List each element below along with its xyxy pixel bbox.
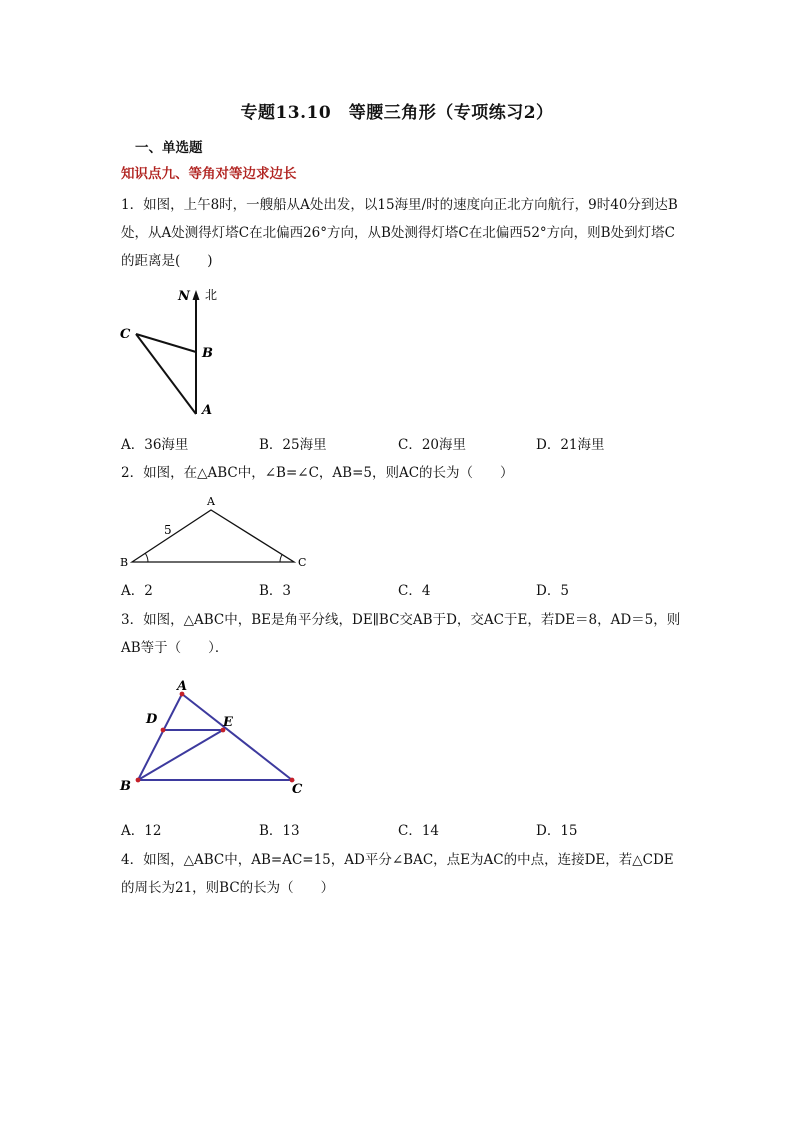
question-3-figure bbox=[114, 676, 314, 800]
option-b[interactable]: B．25海里 bbox=[259, 437, 327, 453]
question-3-options bbox=[121, 819, 681, 839]
option-b[interactable]: B．13 bbox=[259, 823, 300, 839]
angle-b-mark bbox=[146, 554, 149, 562]
question-1-options bbox=[121, 433, 681, 453]
option-d[interactable]: D．15 bbox=[536, 823, 578, 839]
label-a: A bbox=[207, 495, 215, 508]
question-3-text: 3．如图，△ABC中，BE是角平分线，DE∥BC交AB于D，交AC于E，若DE＝8，AD＝5，则AB等于（ ）． bbox=[121, 612, 681, 656]
label-c: C bbox=[292, 782, 303, 797]
option-a[interactable]: A．12 bbox=[121, 823, 162, 839]
page-title: 专题13.10 等腰三角形（专项练习2） bbox=[240, 103, 554, 123]
label-north: 北 bbox=[205, 288, 218, 302]
north-arrow-icon bbox=[193, 290, 200, 300]
segment-ac bbox=[136, 334, 196, 414]
option-c[interactable]: C．4 bbox=[398, 583, 431, 599]
label-d: D bbox=[146, 712, 158, 727]
option-a[interactable]: A．36海里 bbox=[121, 437, 189, 453]
triangle-abc bbox=[132, 510, 294, 562]
angle-c-mark bbox=[280, 555, 282, 562]
label-b: B bbox=[202, 346, 213, 361]
option-a[interactable]: A．2 bbox=[121, 583, 153, 599]
label-a: A bbox=[202, 403, 213, 418]
point-b bbox=[136, 778, 141, 783]
option-d[interactable]: D．21海里 bbox=[536, 437, 605, 453]
label-e: E bbox=[223, 715, 233, 730]
option-c[interactable]: C．14 bbox=[398, 823, 440, 839]
question-2-figure bbox=[114, 490, 314, 572]
label-c: C bbox=[120, 327, 131, 342]
option-c[interactable]: C．20海里 bbox=[398, 437, 467, 453]
question-1-text: 1．如图，上午8时，一艘船从A处出发，以15海里/时的速度向正北方向航行，9时40分到达B处，从A处测得灯塔C在北偏西26°方向，从B处测得灯塔C在北偏西52°方向，则B处到灯塔C的距离是( ) bbox=[121, 197, 678, 269]
point-d bbox=[161, 728, 166, 733]
knowledge-point-heading: 知识点九、等角对等边求边长 bbox=[121, 166, 297, 182]
label-n: N bbox=[178, 289, 190, 304]
label-c: C bbox=[298, 556, 307, 569]
label-b: B bbox=[120, 556, 129, 569]
label-side-ab: 5 bbox=[164, 523, 172, 537]
section-heading: 一、单选题 bbox=[135, 140, 203, 156]
segment-cb bbox=[136, 334, 196, 352]
question-2-text: 2．如图，在△ABC中，∠B=∠C，AB=5，则AC的长为（ ） bbox=[121, 465, 514, 481]
option-d[interactable]: D．5 bbox=[536, 583, 569, 599]
question-4-text: 4．如图，△ABC中，AB=AC=15，AD平分∠BAC，点E为AC的中点，连接DE，若△CDE的周长为21，则BC的长为（ ） bbox=[121, 852, 674, 896]
label-b: B bbox=[120, 779, 131, 794]
option-b[interactable]: B．3 bbox=[259, 583, 292, 599]
label-a: A bbox=[177, 679, 188, 694]
question-2-options bbox=[121, 579, 681, 599]
question-1-figure bbox=[112, 282, 232, 422]
